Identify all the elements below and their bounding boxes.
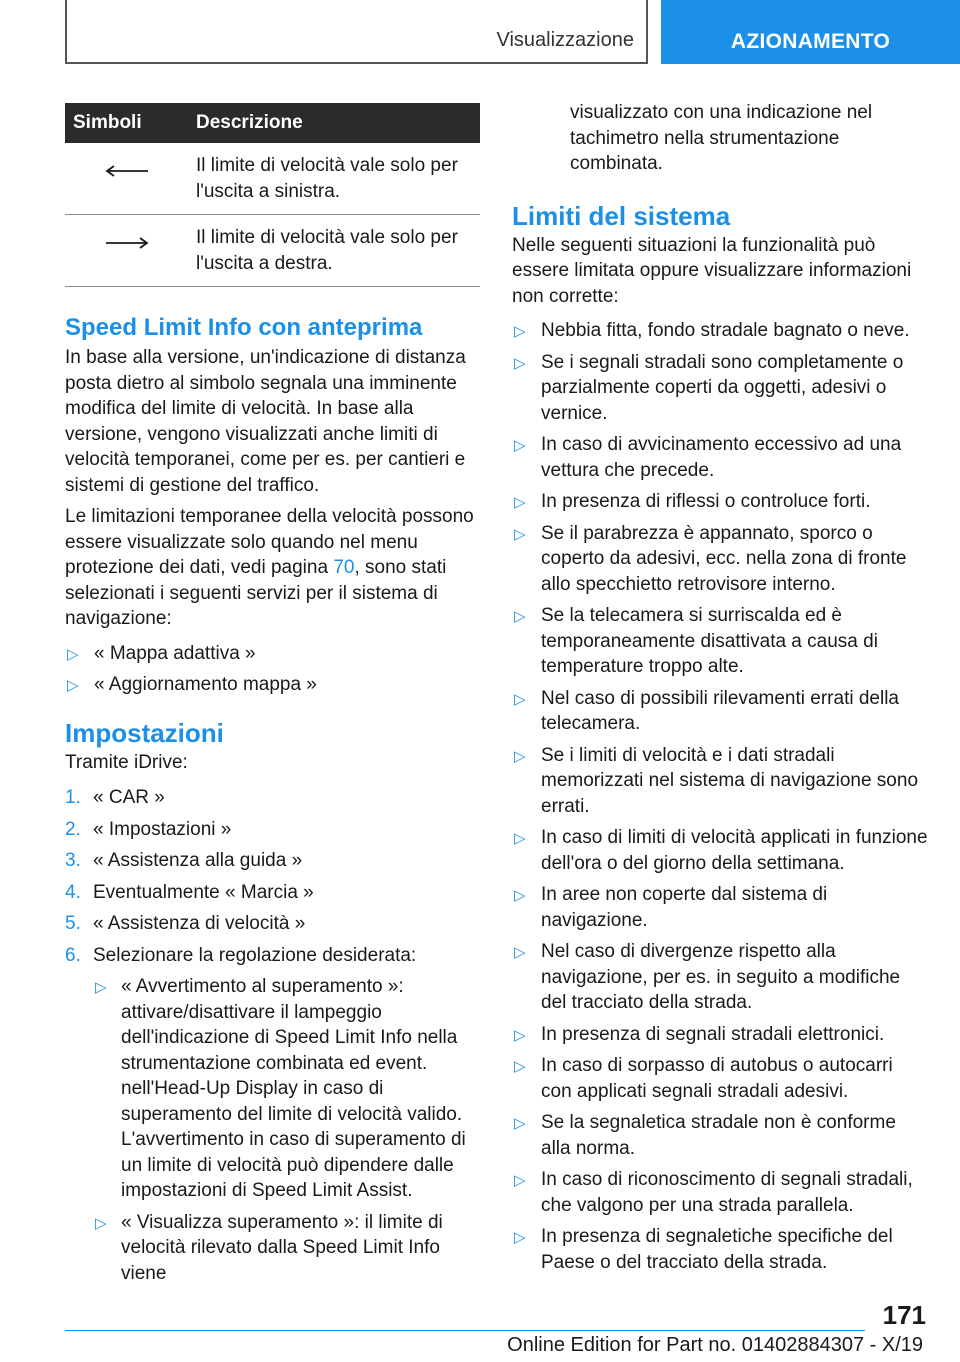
list-item: ▷ In presenza di segnali stradali elettronici. [512,1022,928,1048]
list-item: ▷ Se il parabrezza è appannato, sporco o coperto da adesivi, ecc. nella zona di fronte allo specchietto retrovisore interno. [514,522,907,595]
list-item: ▷ « Avvertimento al superamento »: attivare/disattivare il lampeggio dell'indicazione di Speed Limit Info nella strumentazione combinata ed event. nell'Head-Up Display in caso di superamento del limite di velocità valido. L'avvertimento in caso di superamento di un limite di velocità può dipendere dalle impostazioni di Speed Limit Assist. [95,976,466,1201]
triangle-bullet-icon: ▷ [514,608,526,625]
triangle-bullet-icon: ▷ [67,645,79,663]
settings-heading: Impostazioni [65,717,224,748]
triangle-bullet-icon: ▷ [95,1214,107,1232]
triangle-bullet-icon: ▷ [514,323,526,340]
left-column [65,103,480,1292]
triangle-bullet-icon: ▷ [514,1172,526,1189]
triangle-bullet-icon: ▷ [514,1058,526,1075]
preview-heading: Speed Limit Info con anteprima [65,314,423,341]
triangle-bullet-icon: ▷ [514,354,526,372]
triangle-bullet-icon: ▷ [514,690,526,708]
col-header-description: Descrizione [188,103,480,143]
list-item: ▷ Se la telecamera si surriscalda ed è temporaneamente disattivata a causa di temperature troppo alte. [514,605,878,677]
list-item: ▷ In caso di sorpasso di autobus o autocarri con applicati segnali stradali adesivi. [514,1055,893,1102]
triangle-bullet-icon: ▷ [514,437,526,454]
settings-steps [65,785,480,1286]
list-item: ▷ Nebbia fitta, fondo stradale bagnato o neve. [512,318,928,344]
continuation-text: visualizzato con una indicazione nel tachimetro nella strumentazione combinata. [570,102,873,174]
list-item: ▷ Nel caso di divergenze rispetto alla navigazione, per es. in seguito a modifiche del tracciato della strada. [514,941,901,1013]
triangle-bullet-icon: ▷ [514,887,526,904]
sub-options-list [93,974,480,1286]
triangle-bullet-icon: ▷ [514,944,526,961]
table-row [65,215,480,287]
list-item: 5. « Assistenza di velocità » [65,913,306,934]
row-description: Il limite di velocità vale solo per l'uscita a destra. [188,215,480,287]
list-item: ▷ « Aggiornamento mappa » [65,672,480,698]
list-item: ▷ In aree non coperte dal sistema di navigazione. [514,884,828,931]
list-item: ▷ Se la segnaletica stradale non è conforme alla norma. [514,1112,896,1159]
list-item: 2. « Impostazioni » [65,818,232,840]
page-number: 171 [882,1300,926,1330]
chapter-tab-label: AZIONAMENTO [730,30,891,53]
triangle-bullet-icon: ▷ [95,979,107,996]
preview-paragraph-2: Le limitazioni temporanee della velocità possono essere visualizzate solo quando nel menu protezione dei dati, vedi pagina 70, sono stati selezionati i seguenti servizi per il sistema di navigazione: [65,506,474,629]
settings-intro: Tramite iDrive: [65,751,188,773]
list-item: ▷ « Mappa adattiva » [65,641,480,667]
list-item: ▷ In caso di avvicinamento eccessivo ad una vettura che precede. [514,434,902,481]
limits-heading: Limiti del sistema [512,200,731,231]
triangle-bullet-icon: ▷ [514,1229,526,1246]
list-item: 4. Eventualmente « Marcia » [65,881,314,903]
services-list [65,641,480,698]
list-item: ▷ Se i limiti di velocità e i dati stradali memorizzati nel sistema di navigazione sono errati. [514,744,919,817]
section-label: Visualizzazione [496,29,634,51]
triangle-bullet-icon: ▷ [514,1115,526,1132]
list-item: ▷ In caso di limiti di velocità applicati in funzione dell'ora o del giorno della settimana. [514,827,928,874]
list-item: 1. « CAR » [65,787,165,808]
right-column [512,100,928,1281]
list-item: 3. « Assistenza alla guida » [65,850,303,871]
arrow-right-icon [105,231,149,257]
list-item: ▷ In presenza di segnaletiche specifiche del Paese o del tracciato della strada. [514,1226,893,1273]
page-link[interactable]: 70 [333,557,355,578]
list-item: ▷ Nel caso di possibili rilevamenti errati della telecamera. [514,687,899,734]
footer-edition: Online Edition for Part no. 01402884307 - X/19 [507,1334,923,1356]
col-header-symbols: Simboli [65,103,188,143]
list-item: ▷ In presenza di riflessi o controluce forti. [512,489,928,515]
row-description: Il limite di velocità vale solo per l'uscita a sinistra. [188,143,480,215]
limits-list [512,318,928,1275]
triangle-bullet-icon: ▷ [514,830,526,847]
triangle-bullet-icon: ▷ [514,525,526,543]
chapter-tab[interactable] [661,0,960,64]
arrow-left-icon [105,159,149,185]
triangle-bullet-icon: ▷ [514,494,526,511]
table-row [65,143,480,215]
list-item: ▷ « Visualizza superamento »: il limite di velocità rilevato dalla Speed Limit Info viene [95,1211,443,1284]
list-item: ▷ In caso di riconoscimento di segnali stradali, che valgono per una strada parallela. [514,1169,913,1216]
triangle-bullet-icon: ▷ [514,747,526,765]
footer-divider [65,1330,865,1331]
list-item: ▷ Se i segnali stradali sono completamente o parzialmente coperti da oggetti, adesivi o vernice. [514,351,904,424]
triangle-bullet-icon: ▷ [514,1026,526,1044]
triangle-bullet-icon: ▷ [67,677,79,694]
list-item: 6. Selezionare la regolazione desiderata: ▷ « Avvertimento al superamento »: attivare/disattivare il lampeggio dell'indicazione di Speed Limit Info nella strumentazione combinata ed event. nell'Head-Up Display in caso di superamento del limite di velocità valido. L'avvertimento in caso di superamento di un limite di velocità può dipendere dalle impostazioni di Speed Limit Assist. ▷ « Visualizza superamento »: il limite di velocità rilevato dalla Speed Limit Info viene [65,943,480,1287]
symbols-table [65,103,480,287]
header-frame [65,0,648,64]
limits-intro: Nelle seguenti situazioni la funzionalità può essere limitata oppure visualizzare informazioni non corrette: [512,234,912,307]
preview-paragraph: In base alla versione, un'indicazione di distanza posta dietro al simbolo segnala una imminente modifica del limite di velocità. In base alla versione, vengono visualizzati anche limiti di velocità temporanei, come per es. per cantieri e sistemi di gestione del traffico. [65,347,466,496]
